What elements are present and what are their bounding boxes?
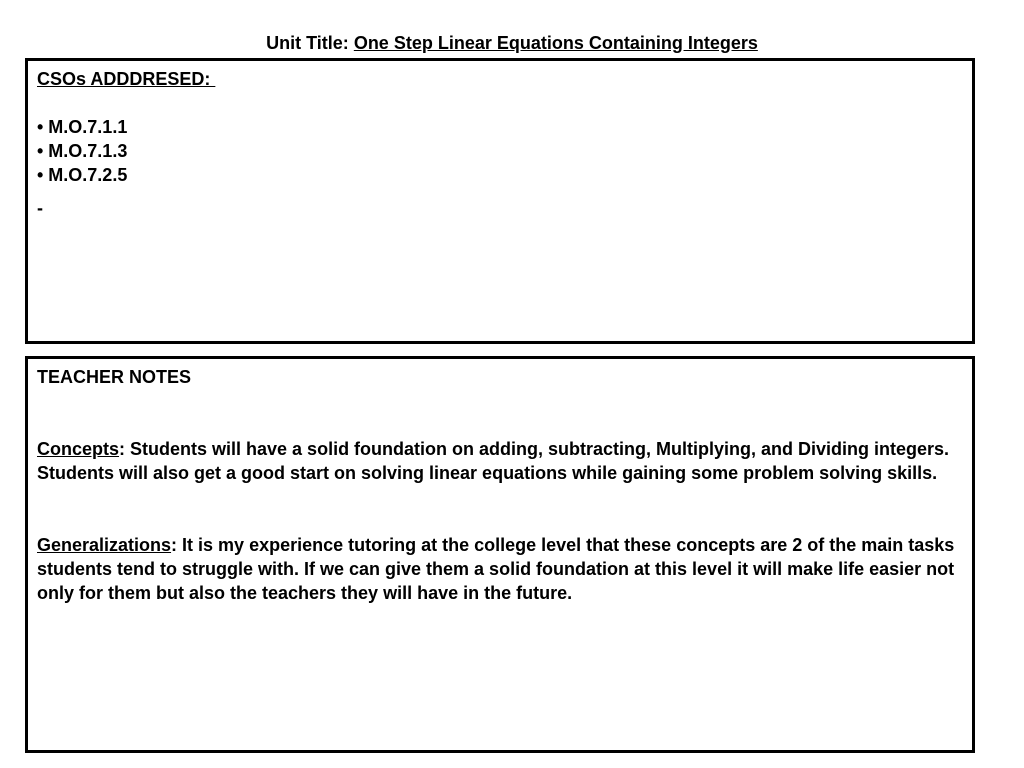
csos-heading: CSOs ADDDRESED: <box>37 69 216 89</box>
generalizations-paragraph <box>37 533 971 605</box>
unit-title-label: Unit Title: <box>266 33 354 53</box>
unit-title-value: One Step Linear Equations Containing Integers <box>353 33 758 53</box>
cso-item: • M.O.7.1.1 <box>37 117 128 137</box>
teacher-notes-box <box>25 356 975 753</box>
csos-box <box>25 58 975 344</box>
csos-list <box>37 115 127 187</box>
concepts-paragraph <box>37 437 971 485</box>
concepts-text: : Students will have a solid foundation on adding, subtracting, Multiplying, and Dividing integers. Students will also get a good start on solving linear equations while gaining some problem solving skills. <box>37 439 950 483</box>
csos-trailing-mark: - <box>37 198 43 218</box>
generalizations-text: : It is my experience tutoring at the college level that these concepts are 2 of the main tasks students tend to struggle with. If we can give them a solid foundation at this level it will make life easier not only for them but also the teachers they will have in the future. <box>37 535 955 603</box>
cso-item: • M.O.7.2.5 <box>37 165 128 185</box>
teacher-notes-heading: TEACHER NOTES <box>37 367 192 387</box>
concepts-label: Concepts <box>37 439 120 459</box>
cso-item: • M.O.7.1.3 <box>37 141 128 161</box>
unit-title <box>0 31 1024 55</box>
generalizations-label: Generalizations <box>37 535 172 555</box>
